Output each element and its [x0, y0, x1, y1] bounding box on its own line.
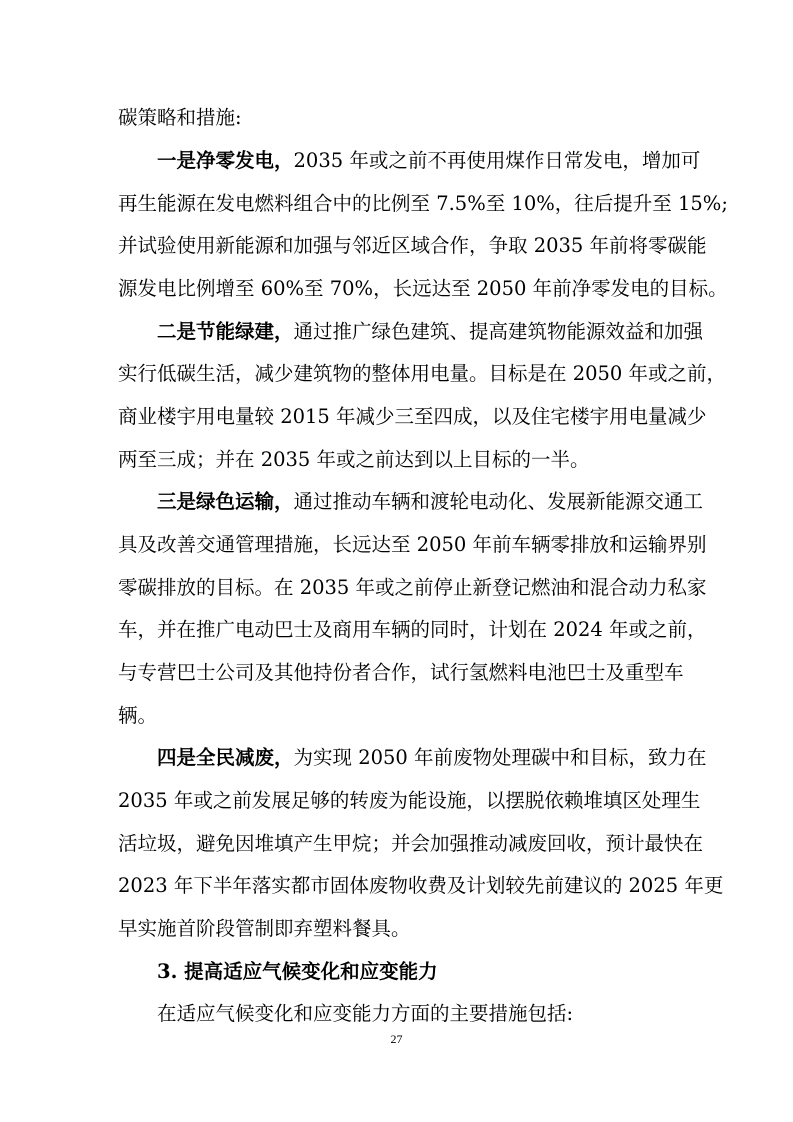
intro-line: 碳策略和措施:: [118, 106, 242, 129]
paragraph-2-text-1: 通过推广绿色建筑、提高建筑物能源效益和加强: [293, 320, 704, 343]
paragraph-3-lead: 三是绿色运输，: [157, 490, 294, 513]
paragraph-3-text-1: 通过推动车辆和渡轮电动化、发展新能源交通工: [293, 490, 704, 513]
paragraph-1-line-2: 再生能源在发电燃料组合中的比例至 7.5%至 10%，往后提升至 15%;: [118, 192, 728, 215]
paragraph-4-lead: 四是全民减废，: [157, 746, 294, 769]
paragraph-3-line-2: 具及改善交通管理措施，长远达至 2050 年前车辆零排放和运输界别: [118, 533, 707, 556]
section-intro: 在适应气候变化和应变能力方面的主要措施包括:: [157, 1002, 574, 1025]
paragraph-1-lead: 一是净零发电，: [157, 149, 294, 172]
paragraph-2-lead: 二是节能绿建，: [157, 320, 294, 343]
paragraph-3-line-4: 车，并在推广电动巴士及商用车辆的同时，计划在 2024 年或之前，: [118, 618, 707, 641]
paragraph-1-text-1: 2035 年或之前不再使用煤作日常发电，增加可: [293, 149, 701, 172]
page-number: 27: [390, 1032, 403, 1046]
paragraph-1-line-1: [157, 149, 700, 173]
paragraph-3-line-3: 零碳排放的目标。在 2035 年或之前停止新登记燃油和混合动力私家: [118, 576, 707, 599]
paragraph-4-line-2: 2035 年或之前发展足够的转废为能设施，以摆脱依赖堆填区处理生: [118, 789, 701, 812]
paragraph-2-line-4: 两至三成；并在 2035 年或之前达到以上目标的一半。: [118, 448, 590, 471]
paragraph-4-line-4: 2023 年下半年落实都市固体废物收费及计划较先前建议的 2025 年更: [118, 874, 724, 897]
paragraph-1-line-4: 源发电比例增至 60%至 70%，长远达至 2050 年前净零发电的目标。: [118, 277, 728, 300]
paragraph-2-line-3: 商业楼宇用电量较 2015 年减少三至四成，以及住宅楼宇用电量减少: [118, 405, 707, 428]
paragraph-1-line-3: 并试验使用新能源和加强与邻近区域合作，争取 2035 年前将零碳能: [118, 234, 707, 257]
section-heading: 3. 提高适应气候变化和应变能力: [157, 960, 438, 983]
paragraph-4-text-1: 为实现 2050 年前废物处理碳中和目标，致力在: [293, 746, 707, 769]
paragraph-2-line-2: 实行低碳生活，减少建筑物的整体用电量。目标是在 2050 年或之前，: [118, 362, 727, 385]
paragraph-2-line-1: [157, 320, 703, 344]
paragraph-3-line-5: 与专营巴士公司及其他持份者合作，试行氢燃料电池巴士及重型车: [118, 661, 684, 684]
paragraph-3-line-1: [157, 490, 703, 514]
paragraph-4-line-3: 活垃圾，避免因堆填产生甲烷；并会加强推动减废回收，预计最快在: [118, 832, 704, 855]
paragraph-3-line-6: 辆。: [118, 704, 158, 727]
paragraph-4-line-1: [157, 746, 707, 770]
paragraph-4-line-5: 早实施首阶段管制即弃塑料餐具。: [118, 917, 411, 940]
